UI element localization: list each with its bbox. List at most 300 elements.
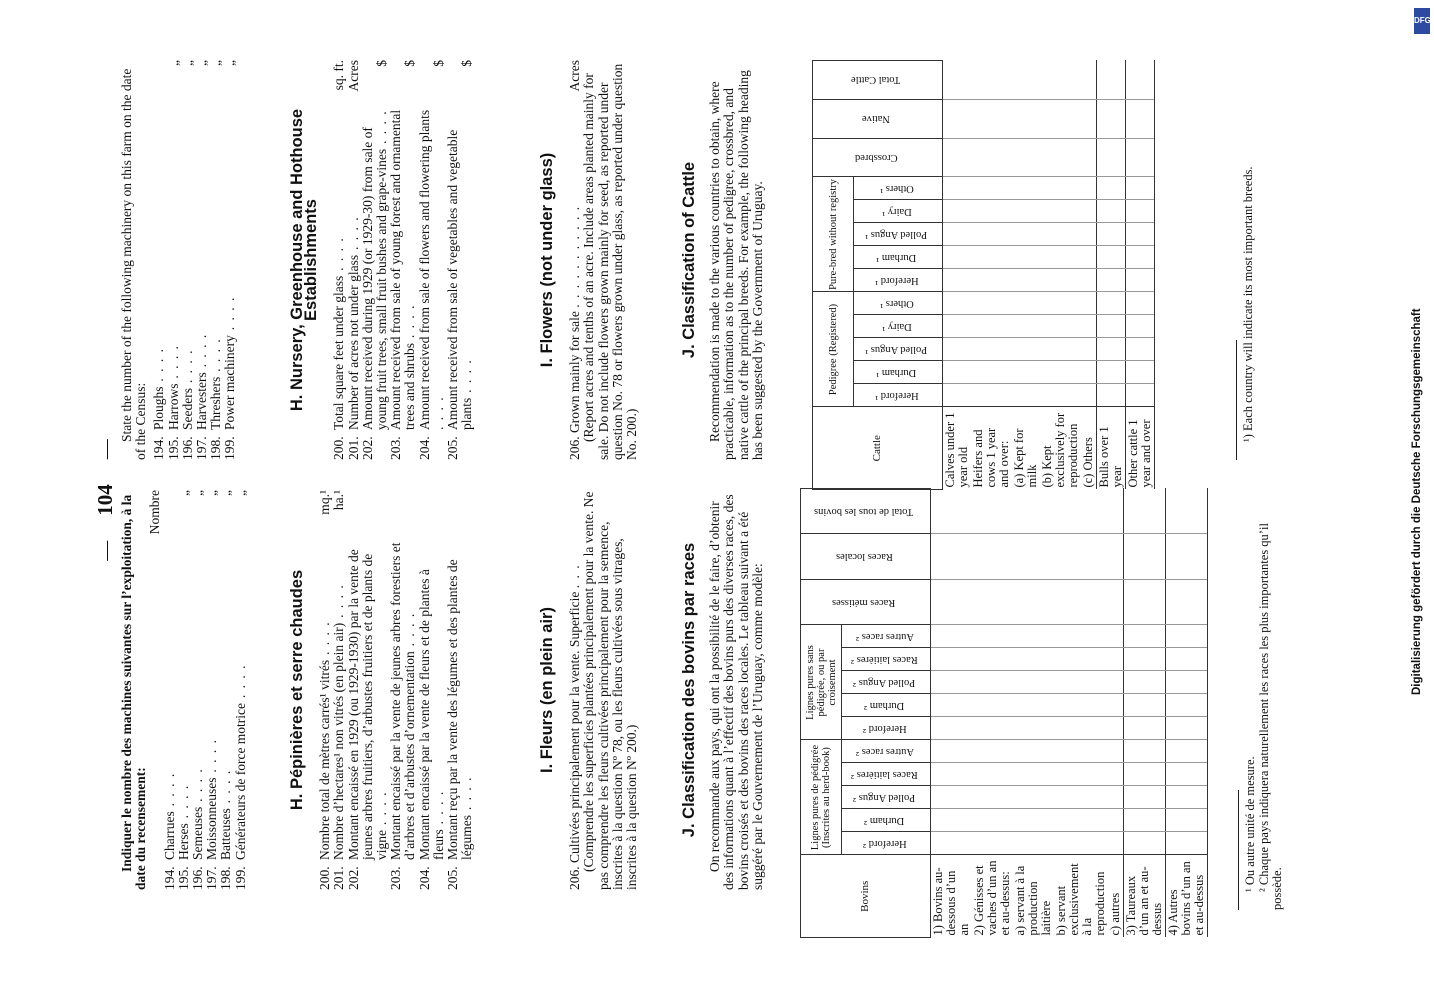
cattle-table-fr-cell xyxy=(1108,694,1124,717)
cattle-table-en-cell xyxy=(1012,200,1040,223)
cattle-table-en-cell xyxy=(1081,99,1097,138)
cattle-table-fr-group2-header: Lignes pures sans pédigrée, ou par croisement xyxy=(801,625,842,740)
cattle-table-fr-header-row xyxy=(801,489,842,938)
cattle-table-fr-cell xyxy=(972,580,1013,626)
cattle-table-en-cell xyxy=(943,138,972,177)
cattle-table-fr-cell xyxy=(1013,534,1054,580)
machinery-fr-item xyxy=(234,490,248,890)
section-h-en-item-label: Number of acres not under glass xyxy=(345,254,361,430)
cattle-table-en-cell xyxy=(971,200,1012,223)
machinery-fr-item xyxy=(177,490,191,890)
footnotes-fr xyxy=(1244,490,1285,910)
cattle-table-fr-cell xyxy=(1166,717,1208,740)
machinery-fr-item-unit: „ xyxy=(204,490,220,496)
section-h-en-item-label: Amount received from sale of flowers and flowering plants xyxy=(416,109,432,430)
cattle-table-en-row-label: (c) Others xyxy=(1081,407,1097,490)
section-h-fr-item-num: 203. xyxy=(388,866,404,890)
machinery-fr-item-unit: „ xyxy=(218,490,234,496)
cattle-table-en-cell xyxy=(1097,223,1126,246)
section-h-fr-list xyxy=(318,490,474,890)
cattle-table-en-cell xyxy=(1126,223,1155,246)
cattle-table-fr-cell xyxy=(1013,648,1054,671)
section-h-en-item xyxy=(347,60,361,460)
cattle-table-en-cell xyxy=(1097,200,1126,223)
section-h-en-item xyxy=(361,60,389,460)
section-h-en-item-unit: $ xyxy=(430,60,446,67)
cattle-table-en-cell xyxy=(1012,384,1040,407)
section-h-fr-item-label: Montant encaissé par la vente de fleurs et de plantes à fleurs xyxy=(416,569,446,860)
cattle-table-fr-cell xyxy=(1124,809,1166,832)
cattle-table-en-cell xyxy=(1097,315,1126,338)
machinery-en-item-unit: „ xyxy=(208,60,224,66)
machinery-en-item-leader: . . . . xyxy=(179,349,195,389)
cattle-table-fr-cell xyxy=(1108,534,1124,580)
cattle-table-en-col-total-label: Total Cattle xyxy=(851,74,901,86)
section-h-en-item-num: 203. xyxy=(388,436,404,460)
machinery-fr-item-unit: „ xyxy=(232,490,248,496)
section-i-en xyxy=(540,60,639,460)
page-header xyxy=(93,20,117,980)
section-h-en-item-leader: . . . . xyxy=(402,304,418,344)
cattle-table-fr-cell xyxy=(1013,786,1054,809)
machinery-en xyxy=(120,60,238,460)
cattle-table-fr-cell xyxy=(1054,740,1108,763)
cattle-table-fr-cell xyxy=(1166,671,1208,694)
cattle-table-fr-cell xyxy=(931,809,973,832)
cattle-table-fr-cell xyxy=(1124,740,1166,763)
machinery-en-item-unit: „ xyxy=(179,60,195,66)
cattle-table-en-cell xyxy=(1126,269,1155,292)
cattle-table-fr-cell xyxy=(931,648,973,671)
cattle-table-fr-cell xyxy=(1013,671,1054,694)
section-h-fr-item-num: 202. xyxy=(345,866,361,890)
section-i-fr-item-num: 206. xyxy=(567,866,583,890)
footnotes-en xyxy=(1242,60,1256,460)
section-h-en-list xyxy=(332,60,474,460)
cattle-table-en-breed-col-header xyxy=(854,200,943,223)
section-h-en-item xyxy=(446,60,474,460)
cattle-table-en-cell xyxy=(1097,61,1126,100)
cattle-table-en-col-total-header xyxy=(813,61,943,100)
cattle-table-fr-breed-col-header xyxy=(842,648,931,671)
cattle-table-fr-cell xyxy=(1108,580,1124,626)
section-h-en-item-num: 205. xyxy=(445,436,461,460)
cattle-table-fr-cell xyxy=(931,717,973,740)
section-j-en xyxy=(682,60,765,460)
cattle-table-en-cell xyxy=(971,99,1012,138)
section-h-fr-item-num: 204. xyxy=(416,866,432,890)
cattle-table-fr-cell xyxy=(1108,786,1124,809)
cattle-table-en-cell xyxy=(1040,200,1081,223)
header-dash-right: — xyxy=(95,439,117,460)
cattle-table-fr-cell xyxy=(1013,717,1054,740)
section-h-en-item xyxy=(418,60,446,460)
cattle-table-fr-cell xyxy=(1054,809,1108,832)
section-h-fr xyxy=(290,490,474,890)
cattle-table-fr-breed-col-label: Hereford ² xyxy=(862,723,907,734)
cattle-table-fr-cell xyxy=(1124,625,1166,648)
section-h-en-item-label: Amount received during 1929 (or 1929-30) from sale of young fruit trees, small fruit bushes and grape-vines xyxy=(359,127,390,430)
machinery-fr-item xyxy=(191,490,205,890)
en-footnote: ¹) Each country will indicate its most important breeds. xyxy=(1241,166,1255,442)
cattle-table-en-breed-col-label: Hereford ¹ xyxy=(874,275,919,286)
cattle-table-fr-cell xyxy=(931,832,973,855)
cattle-table-fr-cell xyxy=(1108,763,1124,786)
section-h-fr-item xyxy=(332,490,346,890)
section-h-fr-item-leader: . . . . xyxy=(374,791,390,830)
machinery-en-item xyxy=(223,60,237,460)
machinery-en-item-num: 194. xyxy=(151,436,167,460)
cattle-table-en-cell xyxy=(971,61,1012,100)
cattle-table-fr-cell xyxy=(1166,763,1208,786)
cattle-table-fr-cell xyxy=(1054,648,1108,671)
cattle-table-fr-cell xyxy=(1013,489,1054,535)
cattle-table-fr-row xyxy=(972,489,1013,938)
cattle-table-fr-cell xyxy=(1054,489,1108,535)
machinery-fr-item-label: Batteuses xyxy=(218,808,234,860)
cattle-table-en-group2-header: Pure-bred without registry xyxy=(813,177,854,292)
section-h-fr-item-num: 205. xyxy=(445,866,461,890)
cattle-table-fr-col-local-label: Races locales xyxy=(835,551,893,563)
cattle-table-en-breed-col-label: Dairy ¹ xyxy=(881,206,912,217)
section-h-en-item-leader: . . . . xyxy=(331,236,347,276)
cattle-table-fr-cell xyxy=(1108,740,1124,763)
cattle-table-en-cell xyxy=(1040,99,1081,138)
cattle-table-en-cell xyxy=(1097,361,1126,384)
cattle-table-en-cell xyxy=(1097,177,1126,200)
cattle-table-fr-breed-col-label: Hereford ² xyxy=(862,838,907,849)
section-h-fr-item xyxy=(389,490,417,890)
cattle-table-en-breed-col-label: Others ¹ xyxy=(879,298,914,309)
cattle-table-en-cell xyxy=(971,338,1012,361)
cattle-table-fr-group1-header: Lignes pures de pédigrée (Inscrites au herd-book) xyxy=(801,740,842,855)
cattle-table-en-cell xyxy=(971,269,1012,292)
machinery-fr-item-unit: „ xyxy=(190,490,206,496)
section-h-en-item-label: Amount received from sale of vegetables and vegetable plants xyxy=(445,129,475,430)
cattle-table-en-cell xyxy=(943,338,972,361)
cattle-table-fr-cell xyxy=(1013,740,1054,763)
cattle-table-fr-cell xyxy=(1108,489,1124,535)
cattle-table-en-cell xyxy=(1012,338,1040,361)
cattle-table-en-cell xyxy=(943,292,972,315)
cattle-table-fr-col-total-label: Total de tous les bovins xyxy=(814,505,914,517)
cattle-table-fr-cell xyxy=(972,648,1013,671)
cattle-table-fr-breed-col-label: Autres races ² xyxy=(855,746,914,757)
cattle-table-en-cell xyxy=(1081,384,1097,407)
cattle-table-en-cell xyxy=(943,269,972,292)
machinery-en-item-unit: „ xyxy=(165,60,181,66)
machinery-en-item-leader: . . . . xyxy=(165,344,181,384)
machinery-en-item-unit: „ xyxy=(222,60,238,66)
machinery-fr-item xyxy=(205,490,219,890)
cattle-table-en-breed-col-header xyxy=(854,246,943,269)
cattle-table-en xyxy=(812,60,1155,490)
section-h-en-item-unit: $ xyxy=(402,60,418,67)
machinery-fr-item-leader: . . . . xyxy=(204,738,220,778)
cattle-table-en-breed-col-label: Durham ¹ xyxy=(876,252,917,263)
cattle-table-en-cell xyxy=(1012,292,1040,315)
machinery-en-item-num: 197. xyxy=(194,436,210,460)
machinery-en-item xyxy=(167,60,181,460)
cattle-table-en-cell xyxy=(1040,61,1081,100)
cattle-table-en-cell xyxy=(1012,315,1040,338)
cattle-table-en-cell xyxy=(1040,361,1081,384)
cattle-table-en-breed-col-header xyxy=(854,292,943,315)
section-j-fr-intro: On recommande aux pays, qui ont la possibilité de le faire, d’obtenir des informations quant à l’effectif des bovins purs des diverses races, des bovins croisés et des bovins des races locales. Le tableau suivant a été suggéré par le Gouvernement de l’Uruguay, comme modèle: xyxy=(707,494,765,890)
section-h-en-item xyxy=(332,60,346,460)
cattle-table-en-row xyxy=(1126,61,1155,490)
section-h-fr-item xyxy=(446,490,474,890)
cattle-table-en-cell xyxy=(971,177,1012,200)
section-h-en-item-label: Total square feet under glass xyxy=(331,275,347,430)
cattle-table-fr-cell xyxy=(1013,832,1054,855)
dfg-logo: DFG xyxy=(1414,8,1430,34)
cattle-table-fr-row xyxy=(1108,489,1124,938)
machinery-fr-item-label: Générateurs de force motrice xyxy=(232,702,248,860)
cattle-table-fr-cell xyxy=(1124,786,1166,809)
section-h-en-item-num: 202. xyxy=(359,436,375,460)
cattle-table-fr-cell xyxy=(931,489,973,535)
cattle-table-fr-cell xyxy=(1108,648,1124,671)
section-h-fr-item-label: Nombre total de mètres carrés¹ vitrés xyxy=(317,659,333,860)
cattle-table-en-row-label: (b) Kept exclusively for reproduction xyxy=(1040,407,1081,490)
section-h-fr-item-leader: . . . . xyxy=(331,583,347,623)
cattle-table-fr-cell xyxy=(1166,534,1208,580)
machinery-fr-item xyxy=(219,490,233,890)
cattle-table-fr-cell xyxy=(1054,671,1108,694)
cattle-table-fr-cell xyxy=(931,580,973,626)
section-h-fr-item-label: Montant encaissé par la vente de jeunes arbres forestiers et d’arbres et d’arbustes d’ornementation xyxy=(388,542,418,860)
cattle-table-en-cell xyxy=(943,177,972,200)
cattle-table-en-breed-col-header xyxy=(854,177,943,200)
cattle-table-en-cell xyxy=(1097,138,1126,177)
section-h-fr-title: H. Pépinières et serre chaudes xyxy=(288,569,306,811)
cattle-table-en-cell xyxy=(1126,99,1155,138)
cattle-table-en-col-crossed-label: Crossbred xyxy=(854,152,898,164)
cattle-table-en-cell xyxy=(943,246,972,269)
cattle-table-en-breed-col-header xyxy=(854,269,943,292)
machinery-en-item-label: Ploughs xyxy=(151,386,167,430)
cattle-table-en-cell xyxy=(971,361,1012,384)
cattle-table-en-cell xyxy=(1012,246,1040,269)
machinery-en-item-num: 196. xyxy=(179,436,195,460)
cattle-table-en-col-crossed-header xyxy=(813,138,943,177)
section-h-fr-item xyxy=(418,490,446,890)
cattle-table-fr-cell xyxy=(1166,740,1208,763)
section-h-en-item-unit: $ xyxy=(459,60,475,67)
cattle-table-en-cell xyxy=(1097,292,1126,315)
machinery-fr-item-unit: „ xyxy=(175,490,191,496)
section-h-fr-item-unit: ha.¹ xyxy=(331,490,347,511)
machinery-en-item-label: Seeders xyxy=(179,388,195,430)
section-h-fr-item xyxy=(318,490,332,890)
cattle-table-en-cell xyxy=(943,99,972,138)
cattle-table-en-cell xyxy=(1040,177,1081,200)
cattle-table-fr-breed-col-label: Polled Angus ² xyxy=(853,677,916,688)
cattle-table-en-cell xyxy=(1012,99,1040,138)
cattle-table-fr-cell xyxy=(1124,489,1166,535)
section-h-fr-item-leader: . . . . xyxy=(402,612,418,652)
cattle-table-fr-cell xyxy=(1054,534,1108,580)
cattle-table-fr-cell xyxy=(1013,625,1054,648)
machinery-en-item-leader: . . . . xyxy=(151,347,167,387)
cattle-table-en-row-label: Heifers and cows 1 year and over: xyxy=(971,407,1012,490)
fr-footnote: ² Chaque pays indiquera naturellement les races les plus importantes qu’il possède. xyxy=(1256,523,1284,910)
cattle-table-en-cell xyxy=(1040,338,1081,361)
section-h-fr-item-unit: mq.¹ xyxy=(317,490,333,515)
section-h-fr-item-leader: . . . . xyxy=(459,776,475,815)
machinery-fr-unit-header: Nombre xyxy=(147,490,163,535)
cattle-table-fr-cell xyxy=(1166,580,1208,626)
section-j-fr xyxy=(682,490,765,890)
cattle-table-en-cell xyxy=(1097,246,1126,269)
cattle-table-en-cell xyxy=(1126,61,1155,100)
cattle-table-en-breed-col-header xyxy=(854,361,943,384)
footnote-rule-fr xyxy=(1238,790,1239,910)
cattle-table-en-cell xyxy=(1040,315,1081,338)
cattle-table-fr-breed-col-header xyxy=(842,671,931,694)
cattle-table-en-cell xyxy=(943,384,972,407)
cattle-table-fr-breed-col-header xyxy=(842,832,931,855)
section-j-en-intro: Recommendation is made to the various countries to obtain, where practicable, information as to the number of pedigree, crossbred, and native cattle of the principal breeds. For example, the following heading has been suggested by the Government of Uruguay. xyxy=(707,70,765,460)
cattle-table-fr-col-crossed-label: Races métisses xyxy=(832,596,896,608)
section-h-en-item-num: 204. xyxy=(416,436,432,460)
section-h-en-item-unit: Acres xyxy=(345,60,361,92)
section-i-en-item-num: 206. xyxy=(567,436,583,460)
cattle-table-en-row xyxy=(1081,61,1097,490)
cattle-table-en-cell xyxy=(1012,361,1040,384)
cattle-table-fr-breed-col-label: Autres races ² xyxy=(855,631,914,642)
cattle-table-fr-breed-col-header xyxy=(842,717,931,740)
cattle-table-en-cell xyxy=(1012,177,1040,200)
cattle-table-en-breed-col-label: Others ¹ xyxy=(879,183,914,194)
cattle-table-fr-cell xyxy=(1108,625,1124,648)
cattle-table-en-cell xyxy=(943,315,972,338)
cattle-table-en-cell xyxy=(1081,138,1097,177)
cattle-table-fr-row-label: 3) Taureaux d’un an et au-dessus xyxy=(1124,855,1166,938)
cattle-table-fr-cell xyxy=(1054,625,1108,648)
cattle-table-en-cell xyxy=(971,384,1012,407)
section-i-en-note: (Report acres and tenths of an acre. Include areas planted mainly for sale. Do not include flowers grown mainly for seed, as reported under question No. 78 or flowers grown under glass, as reported under question No. 200.) xyxy=(581,63,640,460)
cattle-table-fr-col-local-header xyxy=(801,534,931,580)
cattle-table-fr-cell xyxy=(972,534,1013,580)
cattle-table-fr-cell xyxy=(1013,809,1054,832)
section-h-en-item-leader: . . . . xyxy=(374,109,390,149)
cattle-table-fr-row-header: Bovins xyxy=(801,855,931,938)
section-j-fr-title: J. Classification des bovins par races xyxy=(680,542,698,838)
cattle-table-fr-cell xyxy=(1124,763,1166,786)
cattle-table-fr-cell xyxy=(1054,763,1108,786)
cattle-table-en-cell xyxy=(1012,269,1040,292)
section-i-fr-title: I. Fleurs (en plein air) xyxy=(538,607,556,773)
cattle-table-en-cell xyxy=(1126,315,1155,338)
cattle-table-en-cell xyxy=(1040,384,1081,407)
cattle-table-en-cell xyxy=(943,223,972,246)
cattle-table-en-cell xyxy=(1081,223,1097,246)
machinery-fr-item-label: Moissonneuses xyxy=(204,777,220,860)
cattle-table-fr-cell xyxy=(1124,832,1166,855)
cattle-table-en-cell xyxy=(971,246,1012,269)
machinery-en-item-num: 195. xyxy=(165,436,181,460)
cattle-table-fr xyxy=(800,488,1208,938)
cattle-table-en-cell xyxy=(1097,99,1126,138)
cattle-table-en-cell xyxy=(1081,361,1097,384)
machinery-en-item-leader: . . . . xyxy=(208,337,224,377)
cattle-table-fr-cell xyxy=(1054,786,1108,809)
cattle-table-en-group1-header: Pedigree (Registered) xyxy=(813,292,854,407)
cattle-table-en-row-header: Cattle xyxy=(813,407,943,490)
cattle-table-fr-cell xyxy=(1054,580,1108,626)
section-h-en-title: H. Nursery, Greenhouse and Hothouse Establishments xyxy=(288,108,321,412)
cattle-table-fr-row xyxy=(1124,489,1166,938)
cattle-table-fr-breed-col-header xyxy=(842,694,931,717)
cattle-table-en-breed-col-header xyxy=(854,384,943,407)
cattle-table-en-cell xyxy=(1040,292,1081,315)
cattle-table-fr-cell xyxy=(1166,648,1208,671)
section-h-fr-item xyxy=(347,490,390,890)
cattle-table-en-cell xyxy=(1126,361,1155,384)
cattle-table-fr-cell xyxy=(1108,717,1124,740)
machinery-fr-item-leader: . . . . xyxy=(232,663,248,703)
section-j-en-title: J. Classification of Cattle xyxy=(680,161,698,359)
cattle-table-fr-cell xyxy=(972,717,1013,740)
machinery-en-list xyxy=(152,60,237,460)
cattle-table-fr-cell xyxy=(972,763,1013,786)
cattle-table-en-cell xyxy=(1081,315,1097,338)
machinery-en-item-label: Harvesters xyxy=(194,372,210,430)
cattle-table-en-cell xyxy=(1081,269,1097,292)
cattle-table-fr-cell xyxy=(1124,717,1166,740)
cattle-table-fr-cell xyxy=(1124,694,1166,717)
machinery-en-item-leader: . . . . xyxy=(194,333,210,373)
cattle-table-en-row xyxy=(1097,61,1126,490)
machinery-fr-item-label: Charrues xyxy=(161,811,177,860)
section-i-fr xyxy=(540,490,639,890)
cattle-table-en-cell xyxy=(971,292,1012,315)
cattle-table-en-cell xyxy=(943,361,972,384)
cattle-table-fr-cell xyxy=(1124,580,1166,626)
machinery-fr-item-num: 197. xyxy=(204,866,220,890)
section-i-fr-item-label: Cultivées principalement pour la vente. Superficie xyxy=(567,591,583,863)
cattle-table-en-cell xyxy=(971,223,1012,246)
section-i-fr-item: 206. Cultivées principalement pour la vente. Superficie . . . xyxy=(567,563,583,890)
cattle-table-fr-cell xyxy=(931,534,973,580)
cattle-table-en-row-label: (a) Kept for milk xyxy=(1012,407,1040,490)
cattle-table-fr-breed-col-header xyxy=(842,763,931,786)
cattle-table-en-row-label: Calves under 1 year old xyxy=(943,407,972,490)
cattle-table-fr-cell xyxy=(931,625,973,648)
cattle-table-en-cell xyxy=(1081,338,1097,361)
cattle-table-fr-cell xyxy=(1108,832,1124,855)
section-h-en-item-unit: sq. ft. xyxy=(331,60,347,91)
cattle-table-en-cell xyxy=(1081,246,1097,269)
machinery-en-item xyxy=(195,60,209,460)
cattle-table-en-breed-col-label: Hereford ¹ xyxy=(874,390,919,401)
cattle-table-fr-row xyxy=(1166,489,1208,938)
section-h-fr-item-leader: . . . . xyxy=(430,790,446,830)
cattle-table-en-cell xyxy=(971,315,1012,338)
machinery-fr-item-label: Herses xyxy=(175,823,191,860)
section-i-en-item-unit: Acres xyxy=(567,60,583,92)
dfg-credit: Digitalisierung gefördert durch die Deutsche Forschungsgemeinschaft xyxy=(1411,308,1423,695)
cattle-table-en-header-row xyxy=(813,61,854,490)
cattle-table-en-cell xyxy=(1081,61,1097,100)
cattle-table-en-col-local-header xyxy=(813,99,943,138)
cattle-table-en-breed-col-label: Dairy ¹ xyxy=(881,321,912,332)
machinery-fr-item xyxy=(163,490,177,890)
section-h-en-item-leader: . . . . xyxy=(459,358,475,398)
machinery-fr-intro: Indiquer le nombre des machines suivantes sur l’exploitation, à la date du recensement: xyxy=(119,494,149,890)
